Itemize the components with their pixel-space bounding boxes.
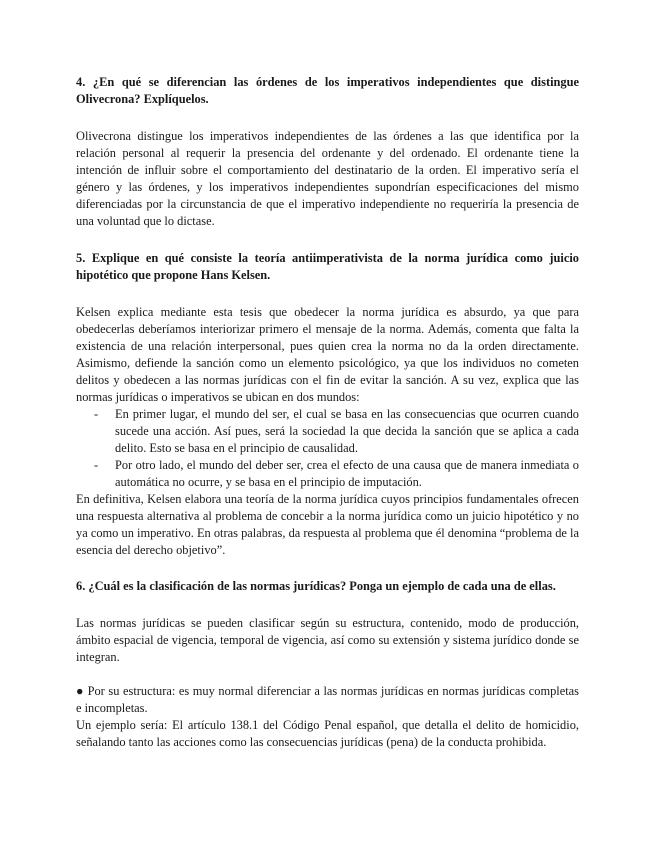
dash-marker: - — [94, 458, 99, 472]
question-5-answer-conclusion: En definitiva, Kelsen elabora una teoría de la norma jurídica cuyos principios fundamentales ofrecen una respuesta alternativa al problema de concebir a la norma jurídica como un juicio hipotético y no ya como un imperativo. En otras palabras, da respuesta al problema que él denomina “problema de la esencia del derecho objetivo”. — [76, 492, 579, 557]
question-4-answer: Olivecrona distingue los imperativos independientes de las órdenes a las que identifica por la relación personal al requerir la presencia del ordenante y del ordenado. El ordenante tiene la intención de influir sobre el comportamiento del destinatario de la orden. El imperativo sería el género y las órdenes, y los imperativos independientes supondrían especificaciones del mismo diferenciadas por la circunstancia de que el imperativo independiente no requeriría la presencia de una voluntad que lo dictase. — [76, 129, 579, 228]
list-item-text: En primer lugar, el mundo del ser, el cual se basa en las consecuencias que ocurren cuando sucede una acción. Así pues, será la sociedad la que decida la sanción que se aplica a cada delito. Esto se basa en el principio de causalidad. — [115, 407, 579, 455]
dash-marker: - — [94, 407, 99, 421]
question-6-structure-example: Un ejemplo sería: El artículo 138.1 del Código Penal español, que detalla el delito de homicidio, señalando tanto las acciones como las consecuencias jurídicas (pena) de la conducta prohibida. — [76, 718, 579, 749]
list-item-text: Por otro lado, el mundo del deber ser, crea el efecto de una causa que de manera inmediata o automática no ocurre, y se basa en el principio de imputación. — [115, 458, 579, 489]
question-5-bullet-list — [76, 406, 579, 491]
list-item — [76, 406, 579, 457]
question-6-answer-intro: Las normas jurídicas se pueden clasificar según su estructura, contenido, modo de producción, ámbito espacial de vigencia, temporal de vigencia, así como su extensión y sistema jurídico donde se integran. — [76, 616, 579, 664]
question-4-heading: 4. ¿En qué se diferencian las órdenes de los imperativos independientes que distingue Olivecrona? Explíquelos. — [76, 75, 579, 106]
question-6-structure-point: ● Por su estructura: es muy normal diferenciar a las normas jurídicas en normas jurídicas completas e incompletas. — [76, 684, 579, 715]
question-5-answer-intro: Kelsen explica mediante esta tesis que obedecer la norma jurídica es absurdo, ya que para obedecerlas deberíamos interiorizar primero el mensaje de la norma. Además, comenta que falta la existencia de una relación interpersonal, pues quien crea la norma no da la orden directamente. Asimismo, defiende la sanción como un elemento psicológico, ya que los individuos no cometen delitos y obedecen a las normas jurídicas con el fin de evitar la sanción. A su vez, explica que las normas jurídicas o imperativos se ubican en dos mundos: — [76, 305, 579, 404]
list-item — [76, 457, 579, 491]
question-5-heading: 5. Explique en qué consiste la teoría antiimperativista de la norma jurídica como juicio hipotético que propone Hans Kelsen. — [76, 251, 579, 282]
question-6-heading: 6. ¿Cuál es la clasificación de las normas jurídicas? Ponga un ejemplo de cada una de ellas. — [76, 579, 556, 593]
document-page — [76, 74, 579, 751]
